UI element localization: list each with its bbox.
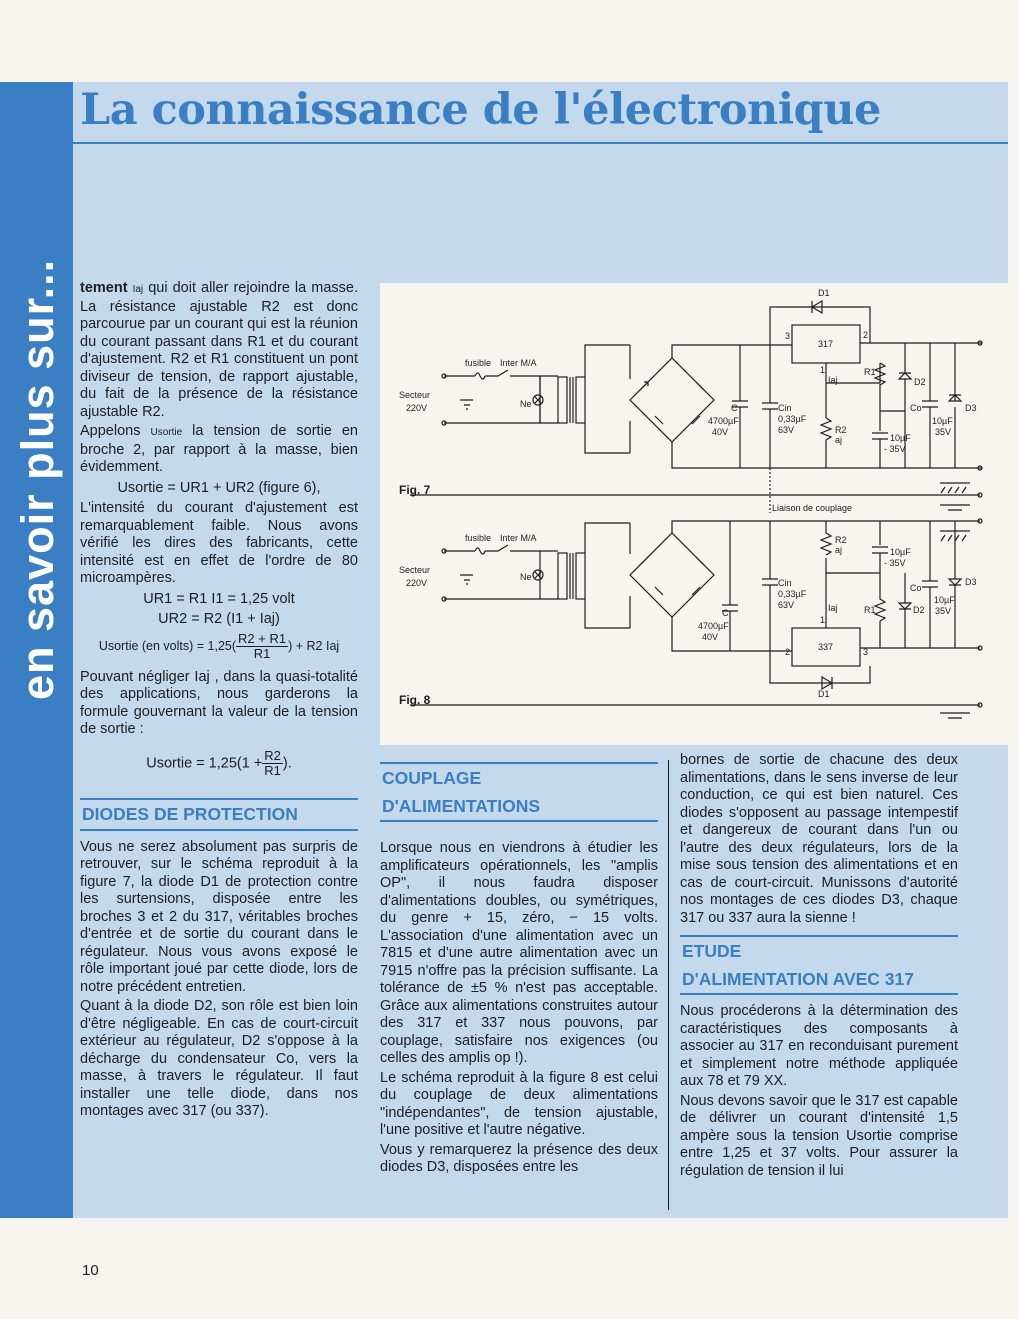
equation-4: Usortie (en volts) = 1,25( $\frac{R2 + R1}{R1}$ ) + R2 Iaj bbox=[98, 630, 340, 661]
svg-text:3: 3 bbox=[863, 647, 869, 657]
ground-icon bbox=[940, 713, 970, 718]
schematic-figures bbox=[380, 283, 1008, 745]
svg-text:10µF: 10µF bbox=[890, 433, 911, 443]
svg-text:Secteur: Secteur bbox=[399, 390, 431, 400]
equation-1: Usortie = UR1 + UR2 (figure 6), bbox=[117, 479, 321, 496]
svg-text:D1: D1 bbox=[818, 288, 830, 298]
capacitor-c bbox=[722, 521, 738, 651]
ground-icon bbox=[460, 400, 473, 409]
svg-text:10µF: 10µF bbox=[890, 547, 911, 557]
svg-text:337: 337 bbox=[818, 642, 834, 652]
svg-text:10µF: 10µF bbox=[934, 595, 955, 605]
resistor-r2 bbox=[821, 418, 831, 468]
svg-text:1: 1 bbox=[820, 365, 826, 375]
svg-text:R2: R2 bbox=[835, 535, 847, 545]
column-1 bbox=[80, 280, 358, 1123]
svg-text:4700µF: 4700µF bbox=[698, 621, 729, 631]
paragraph: Pouvant négliger Iaj , dans la quasi-totalité des applications, nous garderons la formule gouvernant la valeur de la tension de sortie : bbox=[80, 668, 358, 737]
svg-text:Co: Co bbox=[910, 403, 922, 413]
svg-text:2: 2 bbox=[785, 647, 791, 657]
svg-text:aj: aj bbox=[835, 435, 843, 445]
svg-text:63V: 63V bbox=[778, 425, 795, 435]
svg-text:220V: 220V bbox=[406, 578, 428, 588]
svg-text:4700µF: 4700µF bbox=[708, 416, 739, 426]
fuse-icon bbox=[475, 548, 485, 554]
figure-7 bbox=[399, 288, 982, 497]
liaison-label: Liaison de couplage bbox=[772, 503, 853, 513]
svg-text:10µF: 10µF bbox=[932, 416, 953, 426]
schematic-svg bbox=[380, 283, 1008, 745]
svg-text:2: 2 bbox=[863, 330, 869, 340]
transformer-secondary bbox=[576, 377, 585, 423]
resistor-r1 bbox=[826, 363, 885, 418]
svg-text:C: C bbox=[722, 608, 729, 618]
svg-text:D3: D3 bbox=[965, 577, 977, 587]
column-divider bbox=[668, 760, 669, 1210]
paragraph: Le schéma reproduit à la figure 8 est celui du couplage de deux alimentations "indépendantes", de tension ajustable, l'une positive et l'autre négative. bbox=[380, 1069, 658, 1138]
svg-text:Ne: Ne bbox=[520, 399, 532, 409]
equation-2: UR1 = R1 I1 = 1,25 volt bbox=[143, 590, 295, 607]
svg-text:Cin: Cin bbox=[778, 578, 792, 588]
heading-diodes: DIODES DE PROTECTION bbox=[80, 798, 358, 831]
svg-text:- 35V: - 35V bbox=[884, 444, 906, 454]
equation-3: UR2 = R2 (I1 + Iaj) bbox=[158, 611, 280, 627]
svg-text:0,33µF: 0,33µF bbox=[778, 414, 807, 424]
svg-text:Iaj: Iaj bbox=[828, 375, 838, 385]
equation-5: Usortie = 1,25(1 + $\frac{R2}{R1}$ ). bbox=[146, 747, 292, 778]
svg-text:Inter M/A: Inter M/A bbox=[500, 358, 537, 368]
svg-text:Secteur: Secteur bbox=[399, 565, 431, 575]
paragraph: Vous y remarquerez la présence des deux diodes D3, disposées entre les bbox=[380, 1141, 658, 1175]
column-3 bbox=[680, 752, 958, 1182]
svg-text:220V: 220V bbox=[406, 403, 428, 413]
ground-icon bbox=[940, 505, 970, 510]
transformer-secondary bbox=[576, 553, 585, 599]
svg-text:- 35V: - 35V bbox=[884, 558, 906, 568]
column-2 bbox=[380, 762, 658, 1179]
paragraph: bornes de sortie de chacune des deux alimentations, dans le sens inverse de leur conduction, ce qui est bien naturel. Ces diodes s'opposent au passage intempestif et dangereux de courant dans l'un ou l'autre des deux régulateurs, lors de la mise sous tension des alimentations et en cas de court-circuit. Munissons d'autorité nos montages de ces diodes D3, chaque 317 ou 337 aura la sienne ! bbox=[680, 752, 958, 926]
svg-text:fusible: fusible bbox=[465, 533, 492, 543]
svg-text:Ne: Ne bbox=[520, 572, 532, 582]
paragraph: Vous ne serez absolument pas surpris de retrouver, sur le schéma reproduit à la figure 7, la diode D1 de protection contre les surtensions, disposée entre les broches 3 et 2 du 317, véritables broches d'entrée et de sortie du courant dans le régulateur. Nous vous avons exposé le rôle important joué par cette diode, lors de notre précédent entretien. bbox=[80, 838, 358, 995]
bridge-rectifier bbox=[630, 358, 714, 442]
svg-text:D3: D3 bbox=[965, 403, 977, 413]
svg-text:63V: 63V bbox=[778, 600, 795, 610]
ground-icon bbox=[940, 483, 970, 493]
svg-text:fusible: fusible bbox=[465, 358, 492, 368]
title-rule bbox=[73, 142, 1008, 144]
svg-text:1: 1 bbox=[820, 615, 826, 625]
fuse-icon bbox=[475, 373, 485, 379]
bridge-rectifier bbox=[630, 533, 714, 617]
svg-text:35V: 35V bbox=[935, 427, 952, 437]
capacitor-co bbox=[922, 521, 938, 648]
svg-text:D1: D1 bbox=[818, 689, 830, 699]
svg-text:Inter M/A: Inter M/A bbox=[500, 533, 537, 543]
fig7-label: Fig. 7 bbox=[399, 483, 431, 497]
capacitor-co bbox=[922, 343, 938, 468]
svg-text:R1: R1 bbox=[864, 605, 876, 615]
paragraph: Nous devons savoir que le 317 est capable de délivrer un courant d'intensité 1,5 ampère sous la tension Usortie comprise entre 1,25 et 37 volts. Pour assurer la régulation de tension il lui bbox=[680, 1092, 958, 1179]
capacitor-cin bbox=[762, 521, 778, 651]
svg-text:40V: 40V bbox=[712, 427, 729, 437]
svg-text:Cin: Cin bbox=[778, 403, 792, 413]
paragraph: L'intensité du courant d'ajustement est remarquablement faible. Nous avons vérifié les dires des fabricants, cette intensité est en effet de l'ordre de 80 microampères. bbox=[80, 500, 358, 586]
page-number: 10 bbox=[82, 1262, 99, 1279]
svg-text:C: C bbox=[731, 403, 738, 413]
svg-text:40V: 40V bbox=[702, 632, 719, 642]
svg-text:D2: D2 bbox=[914, 377, 926, 387]
svg-text:R1: R1 bbox=[864, 367, 876, 377]
side-banner-text: en savoir plus sur... bbox=[12, 258, 63, 700]
svg-text:Co: Co bbox=[910, 583, 922, 593]
paragraph: Lorsque nous en viendrons à étudier les amplificateurs opérationnels, les "amplis OP", il nous faudra disposer d'alimentations doubles, ou symétriques, du genre + 15, zéro, − 15 volts. L'association d'une alimentation avec un 7815 et d'une autre alimentation avec un 7915 n'offre pas la précision suffisante. La tolérance de ±5 % n'est pas acceptable. Grâce aux alimentations construites autour des 317 et 337 nous pouvons, par couplage, satisfaire nos exigences (ou celles des amplis op !). bbox=[380, 840, 658, 1066]
paragraph: Nous procéderons à la détermination des caractéristiques des composants à associer au 317 en reconduisant purement et simplement notre méthode appliquée aux 78 et 79 XX. bbox=[680, 1003, 958, 1089]
paragraph: Appelons Usortie la tension de sortie en broche 2, par rapport à la masse, bien évidemment. bbox=[80, 423, 358, 475]
figure-8 bbox=[399, 519, 982, 718]
fig8-label: Fig. 8 bbox=[399, 693, 431, 707]
diode-d3 bbox=[949, 343, 961, 468]
svg-text:3: 3 bbox=[785, 331, 791, 341]
svg-text:0,33µF: 0,33µF bbox=[778, 589, 807, 599]
svg-text:D2: D2 bbox=[913, 605, 925, 615]
svg-text:R2: R2 bbox=[835, 425, 847, 435]
heading-couplage: COUPLAGE D'ALIMENTATIONS bbox=[380, 762, 658, 822]
heading-etude: ETUDE D'ALIMENTATION AVEC 317 bbox=[680, 935, 958, 995]
svg-text:317: 317 bbox=[818, 339, 834, 349]
svg-text:aj: aj bbox=[835, 545, 843, 555]
svg-text:35V: 35V bbox=[935, 606, 952, 616]
paragraph: tement Iaj qui doit aller rejoindre la masse. La résistance ajustable R2 est donc parcourue par un courant qui est la réunion du courant passant dans R1 et du courant d'ajustement. R2 et R1 constituent un pont diviseur de tension, de rapport ajustable, du fait de la présence de la résistance ajustable R2. bbox=[80, 280, 358, 420]
ground-icon bbox=[460, 575, 473, 584]
paragraph: Quant à la diode D2, son rôle est bien loin d'être négligeable. En cas de court-circuit extérieur au régulateur, D2 s'oppose à la décharge du condensateur Co, vers la masse, à travers le régulateur. Il faut installer une telle diode, dans nos montages avec 317 (ou 337). bbox=[80, 998, 358, 1119]
svg-text:Iaj: Iaj bbox=[828, 603, 838, 613]
page-title: La connaissance de l'électronique bbox=[80, 85, 881, 135]
transformer-primary bbox=[558, 377, 567, 423]
transformer-primary bbox=[558, 553, 567, 599]
